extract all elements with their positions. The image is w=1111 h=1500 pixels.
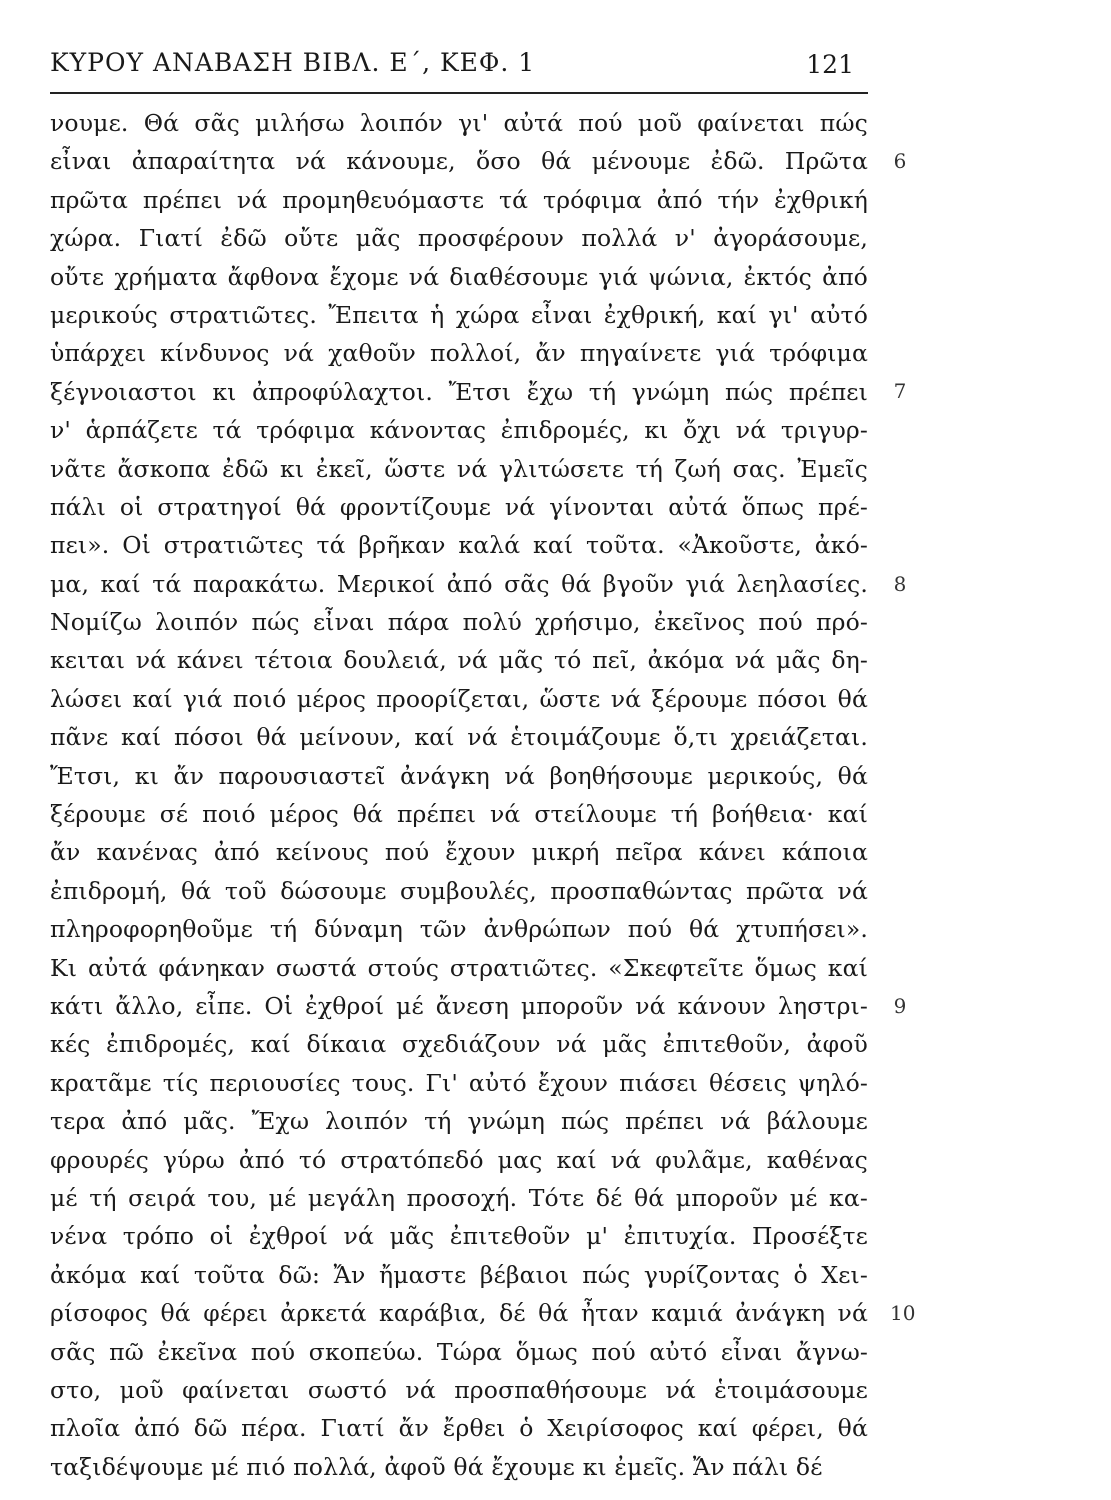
text-line: ἀκόμα καί τοῦτα δῶ: Ἄν ἤμαστε βέβαιοι πώς γυρίζοντας ὁ Χει- xyxy=(50,1260,868,1289)
text-line: Κι αὐτά φάνηκαν σωστά στούς στρατιῶτες. «Σκεφτεῖτε ὅμως καί xyxy=(50,953,868,982)
section-number-10: 10 xyxy=(890,1301,916,1325)
text-line: χώρα. Γιατί ἐδῶ οὔτε μᾶς προσφέρουν πολλά ν' ἀγοράσουμε, xyxy=(50,224,868,253)
text-line: πᾶνε καί πόσοι θά μείνουν, καί νά ἑτοιμάζουμε ὅ,τι χρειάζεται. xyxy=(50,723,868,752)
text-line: ν' ἁρπάζετε τά τρόφιμα κάνοντας ἐπιδρομές, κι ὄχι νά τριγυρ- xyxy=(50,416,868,445)
text-line: πλοῖα ἀπό δῶ πέρα. Γιατί ἄν ἔρθει ὁ Χειρίσοφος καί φέρει, θά xyxy=(50,1414,868,1443)
text-line: νουμε. Θά σᾶς μιλήσω λοιπόν γι' αὐτά πού μοῦ φαίνεται πώς xyxy=(50,109,868,137)
header-rule xyxy=(50,92,868,94)
text-line: νένα τρόπο οἱ ἐχθροί νά μᾶς ἐπιτεθοῦν μ' ἐπιτυχία. Προσέξτε xyxy=(50,1222,868,1251)
text-line: πει». Οἱ στρατιῶτες τά βρῆκαν καλά καί τοῦτα. «Ἀκοῦστε, ἀκό- xyxy=(50,531,868,560)
text-line: πρῶτα πρέπει νά προμηθευόμαστε τά τρόφιμα ἀπό τήν ἐχθρική xyxy=(50,185,868,214)
text-line: κάτι ἄλλο, εἶπε. Οἱ ἐχθροί μέ ἄνεση μποροῦν νά κάνουν ληστρι- xyxy=(50,991,868,1020)
text-line: τερα ἀπό μᾶς. Ἔχω λοιπόν τή γνώμη πώς πρέπει νά βάλουμε xyxy=(50,1107,868,1136)
text-line: κειται νά κάνει τέτοια δουλειά, νά μᾶς τό πεῖ, ἀκόμα νά μᾶς δη- xyxy=(50,646,868,675)
page-number: 121 xyxy=(806,50,854,79)
text-line: Νομίζω λοιπόν πώς εἶναι πάρα πολύ χρήσιμο, ἐκεῖνος πού πρό- xyxy=(50,608,868,637)
text-line: φρουρές γύρω ἀπό τό στρατόπεδό μας καί νά φυλᾶμε, καθένας xyxy=(50,1145,868,1174)
text-line: εἶναι ἀπαραίτητα νά κάνουμε, ὅσο θά μένουμε ἐδῶ. Πρῶτα xyxy=(50,147,868,176)
text-line: μερικούς στρατιῶτες. Ἔπειτα ἡ χώρα εἶναι ἐχθρική, καί γι' αὐτό xyxy=(50,300,868,329)
text-line: πληροφορηθοῦμε τή δύναμη τῶν ἀνθρώπων πού θά χτυπήσει». xyxy=(50,915,868,944)
text-line: ξέρουμε σέ ποιό μέρος θά πρέπει νά στείλουμε τή βοήθεια· καί xyxy=(50,800,868,829)
text-line: ἐπιδρομή, θά τοῦ δώσουμε συμβουλές, προσπαθώντας πρῶτα νά xyxy=(50,876,868,905)
text-line: ὑπάρχει κίνδυνος νά χαθοῦν πολλοί, ἄν πηγαίνετε γιά τρόφιμα xyxy=(50,339,868,368)
text-line: πάλι οἱ στρατηγοί θά φροντίζουμε νά γίνονται αὐτά ὅπως πρέ- xyxy=(50,492,868,521)
text-line: στο, μοῦ φαίνεται σωστό νά προσπαθήσουμε νά ἑτοιμάσουμε xyxy=(50,1375,868,1404)
text-line: ξέγνοιαστοι κι ἀπροφύλαχτοι. Ἔτσι ἔχω τή γνώμη πώς πρέπει xyxy=(50,377,868,406)
section-number-6: 6 xyxy=(893,149,907,173)
text-line: λώσει καί γιά ποιό μέρος προορίζεται, ὥστε νά ξέρουμε πόσοι θά xyxy=(50,684,868,713)
text-line: νᾶτε ἄσκοπα ἐδῶ κι ἐκεῖ, ὥστε νά γλιτώσετε τή ζωή σας. Ἐμεῖς xyxy=(50,454,868,483)
running-header xyxy=(50,44,878,90)
text-line: Ἔτσι, κι ἄν παρουσιαστεῖ ἀνάγκη νά βοηθήσουμε μερικούς, θά xyxy=(50,761,868,790)
running-title: ΚΥΡΟΥ ΑΝΑΒΑΣΗ ΒΙΒΛ. Ε΄, ΚΕΦ. 1 xyxy=(50,48,536,77)
text-line: κές ἐπιδρομές, καί δίκαια σχεδιάζουν νά μᾶς ἐπιτεθοῦν, ἀφοῦ xyxy=(50,1030,868,1059)
text-line: ἄν κανένας ἀπό κείνους πού ἔχουν μικρή πεῖρα κάνει κάποια xyxy=(50,838,868,867)
text-line: ρίσοφος θά φέρει ἀρκετά καράβια, δέ θά ἦταν καμιά ἀνάγκη νά xyxy=(50,1299,868,1328)
text-line: μα, καί τά παρακάτω. Μερικοί ἀπό σᾶς θά βγοῦν γιά λεηλασίες. xyxy=(50,569,868,598)
body-text xyxy=(50,104,868,1486)
text-line: ταξιδέψουμε μέ πιό πολλά, ἀφοῦ θά ἔχουμε κι ἐμεῖς. Ἄν πάλι δέ xyxy=(50,1452,823,1481)
section-number-8: 8 xyxy=(893,572,907,596)
text-line: κρατᾶμε τίς περιουσίες τους. Γι' αὐτό ἔχουν πιάσει θέσεις ψηλό- xyxy=(50,1068,868,1097)
text-line: μέ τή σειρά του, μέ μεγάλη προσοχή. Τότε δέ θά μποροῦν μέ κα- xyxy=(50,1183,868,1212)
text-line: σᾶς πῶ ἐκεῖνα πού σκοπεύω. Τώρα ὅμως πού αὐτό εἶναι ἄγνω- xyxy=(50,1337,868,1366)
section-number-7: 7 xyxy=(893,379,907,403)
text-line: οὔτε χρήματα ἄφθονα ἔχομε νά διαθέσουμε γιά ψώνια, ἐκτός ἀπό xyxy=(50,262,868,291)
section-number-9: 9 xyxy=(893,994,907,1018)
